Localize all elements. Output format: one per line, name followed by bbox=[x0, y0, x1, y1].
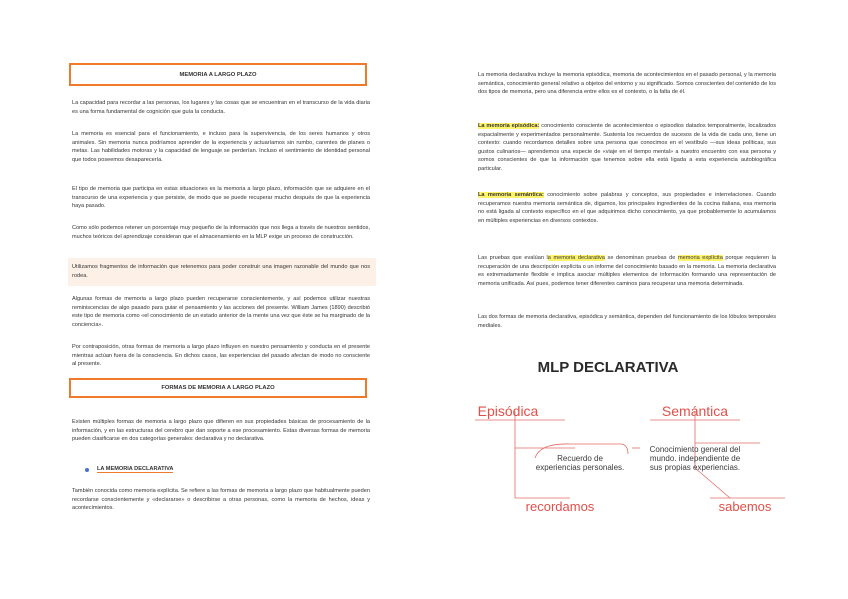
highlighted-paragraph: Utilizamos fragmentos de información que retenemos para poder construir una imagen razonable del mundo que nos rodea. bbox=[72, 264, 370, 279]
paragraph: La memoria declarativa incluye la memoria episódica, memoria de acontecimientos en el pasado personal, y la memoria semántica, conocimiento general relativo a objetos del entorno y su significado. Somos conscientes del contenido de los dos tipos de memoria, pero una diferencia entre ellos es el contexto, o la falta de él. bbox=[478, 72, 776, 96]
paragraph: También conocida como memoria explícita. Se refiere a las formas de memoria a largo plazo que habitualmente pueden recordarse conscientemente y «declararse» o describirse a otras personas, como la memoria de hechos, ideas y acontecimientos. bbox=[72, 488, 370, 512]
text-conocimiento-line3: sus propias experiencias. bbox=[649, 463, 741, 472]
label-sabemos: sabemos bbox=[718, 499, 772, 514]
bullet-icon bbox=[85, 468, 89, 472]
heading-text: MEMORIA A LARGO PLAZO bbox=[179, 71, 257, 78]
term-episodica: La memoria episódica: bbox=[478, 123, 540, 129]
term-memoria-explicita: memoria explícita bbox=[677, 255, 723, 261]
bullet-heading: LA MEMORIA DECLARATIVA bbox=[97, 466, 174, 472]
paragraph: La memoria es esencial para el funcionamiento, e incluso para la supervivencia, de los seres humanos y otros animales. Sin memoria nunca podríamos aprender de la experiencia y actuaríamos sin rumbo, carentes de planes o metas. Las habilidades motoras y la capacidad de lenguaje se perderían. Incluso el sentimiento de identidad personal que todos poseemos desaparecería. bbox=[72, 131, 370, 163]
term-memoria-declarativa: a memoria declarativa bbox=[547, 255, 605, 261]
diagram-title: MLP DECLARATIVA bbox=[537, 359, 679, 376]
label-episodica: Episódica bbox=[477, 403, 539, 419]
paragraph: Existen múltiples formas de memoria a largo plazo que difieren en sus propiedades básicas de procesamiento de la información, y en las estructuras del cerebro que dan soporte a ese procesamiento. Estas diversas formas de memoria pueden clasificarse en dos categorías generales: declarativa y no declarativa. bbox=[72, 419, 370, 443]
heading-box-memoria-largo-plazo bbox=[69, 63, 367, 86]
heading-text: FORMAS DE MEMORIA A LARGO PLAZO bbox=[161, 385, 275, 391]
text-conocimiento-line1: Conocimiento general del bbox=[649, 445, 741, 454]
connector-line bbox=[695, 468, 730, 498]
mlp-declarativa-diagram bbox=[470, 348, 790, 523]
paragraph-pruebas: Las pruebas que evalúan la memoria declarativa se denominan pruebas de memoria explícita porque requieren la recuperación de una descripción explícita o un informe del conocimiento basado en la memoria. La memoria declarativa es extremadamente flexible e implica asociar múltiples elementos de información formando una representación de memoria unificada. Así pues, podemos tener diferentes caminos para recuperar una memoria determinada. bbox=[478, 255, 777, 287]
paragraph: Las dos formas de memoria declarativa, episódica y semántica, dependen del funcionamiento de los lóbulos temporales mediales. bbox=[478, 314, 776, 329]
heading-box-formas-memoria bbox=[69, 378, 367, 398]
paragraph-semantica: La memoria semántica: conocimiento sobre palabras y conceptos, sus propiedades e interrelaciones. Cuando recuperamos nuestra memoria semántica de, digamos, los principales ingredientes de la cocina italiana, esa memoria no está ligada al contexto específico en el que adquirimos dicho conocimiento, ya que probablemente lo acumulamos en múltiples experiencias en diversos contextos. bbox=[478, 192, 776, 224]
paragraph: Algunas formas de memoria a largo plazo pueden recuperarse conscientemente, y así podemos utilizar nuestras reminiscencias de algo pasado para guiar el pensamiento y las acciones del presente. William James (1890) describió este tipo de memoria como «el conocimiento de un estado anterior de la mente una vez que éste se ha marginado de la conciencia». bbox=[72, 296, 370, 328]
term-semantica: La memoria semántica: bbox=[478, 192, 544, 198]
label-semantica: Semántica bbox=[661, 403, 729, 419]
text-recuerdo-line2: experiencias personales. bbox=[535, 463, 625, 472]
paragraph: Como sólo podemos retener un porcentaje muy pequeño de la información que nos llega a través de nuestros sentidos, muchos teóricos del aprendizaje consideran que el almacenamiento en la MLP exige un proceso de construcción. bbox=[72, 225, 370, 240]
paragraph: La capacidad para recordar a las personas, los lugares y las cosas que se encuentran en el transcurso de la vida diaria es una forma fundamental de cognición que guía la conducta. bbox=[72, 100, 370, 115]
paragraph: Por contraposición, otras formas de memoria a largo plazo influyen en nuestro pensamiento y conducta en el presente mientras actúan fuera de la consciencia. En dichos casos, las experiencias del pasado afectan de modo no consciente al presente. bbox=[72, 344, 370, 368]
paragraph-episodica: La memoria episódica: conocimiento consciente de acontecimientos o episodios datados temporalmente, localizados espacialmente y experimentados personalmente. Sustenta los recuerdos de sucesos de la vida de cada uno, tiene un contexto: cuando recordamos detalles sobre una persona que conocimos en el vestíbulo —sus ideas políticas, sus gustos culinarios— aprendemos una especie de «viaje en el tiempo mental» a nuestro encuentro con esa persona y somos conscientes de que la información que tenemos sobre ella está ligada a esta experiencia autobiográfica particular. bbox=[478, 123, 776, 172]
label-recordamos: recordamos bbox=[525, 499, 595, 514]
text-recuerdo-line1: Recuerdo de bbox=[557, 454, 603, 463]
text-conocimiento-line2: mundo. independiente de bbox=[649, 454, 741, 463]
paragraph: El tipo de memoria que participa en estas situaciones es la memoria a largo plazo, información que se adquiere en el transcurso de una experiencia y que persiste, de modo que se puede recuperar mucho después de que la experiencia haya pasado. bbox=[72, 186, 370, 210]
